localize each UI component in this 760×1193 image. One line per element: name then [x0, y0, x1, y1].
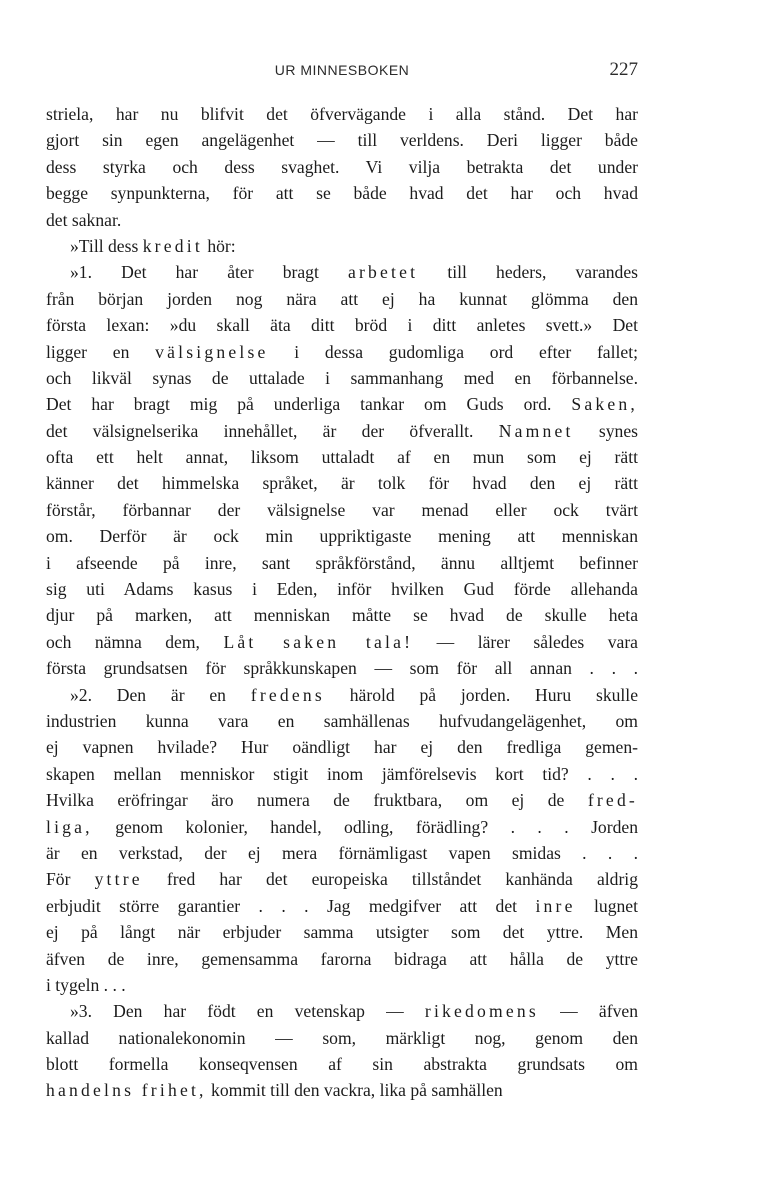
text-line — [46, 101, 638, 127]
text-segment: synes — [573, 420, 639, 441]
text-line — [46, 998, 638, 1024]
text-line — [46, 866, 638, 892]
text-segment: sig uti Adams kasus i Eden, inför hvilken Gud förde allehanda — [46, 579, 638, 600]
running-head-title: UR MINNESBOKEN — [274, 62, 410, 78]
text-line — [46, 840, 638, 866]
text-segment: i tygeln . . . — [46, 974, 126, 995]
spaced-emphasis: Saken, — [571, 394, 638, 415]
text-line — [46, 550, 638, 576]
text-line — [46, 1051, 638, 1077]
text-line — [46, 339, 638, 365]
text-segment: är en verkstad, der ej mera förnämligast vapen smidas . . . — [46, 842, 638, 863]
text-segment: ej på långt när erbjuder samma utsigter som det yttre. Men — [46, 922, 638, 943]
text-segment: äfven de inre, gemensamma farorna bidraga att hålla de yttre — [46, 948, 638, 969]
text-segment: fred har det europeiska tillståndet kanhända aldrig — [142, 869, 638, 890]
text-line — [46, 734, 638, 760]
text-line — [46, 444, 638, 470]
text-segment: genom kolonier, handel, odling, förädling? . . . Jorden — [92, 816, 638, 837]
text-line — [46, 682, 638, 708]
text-segment: »2. Den är en — [70, 684, 251, 705]
text-segment: känner det himmelska språket, är tolk för hvad den ej rätt — [46, 473, 638, 494]
text-line — [46, 1025, 638, 1051]
text-line — [46, 154, 638, 180]
text-line — [46, 470, 638, 496]
text-segment: djur på marken, att menniskan måtte se hvad de skulle heta — [46, 605, 638, 626]
text-segment: i dessa gudomliga ord efter fallet; — [268, 341, 638, 362]
text-line — [46, 946, 638, 972]
text-segment: hör: — [202, 235, 236, 256]
text-line — [46, 207, 638, 233]
text-segment: kommit till den vackra, lika på samhällen — [206, 1080, 503, 1101]
text-line — [46, 814, 638, 840]
text-line — [46, 259, 638, 285]
text-segment: gjort sin egen angelägenhet — till verldens. Deri ligger både — [46, 130, 638, 151]
spaced-emphasis: Namnet — [498, 420, 574, 441]
running-head — [46, 59, 638, 82]
body-text — [46, 101, 638, 1104]
text-segment: — äfven — [538, 1001, 638, 1022]
text-line — [46, 602, 638, 628]
text-segment: förstår, förbannar der välsignelse var menad eller ock tvärt — [46, 499, 638, 520]
text-line — [46, 576, 638, 602]
text-line — [46, 972, 638, 998]
text-line — [46, 523, 638, 549]
text-segment: det saknar. — [46, 209, 122, 230]
text-line — [46, 418, 638, 444]
spaced-emphasis: kredit — [142, 235, 203, 256]
spaced-emphasis: inre — [535, 895, 576, 916]
text-line — [46, 1077, 638, 1103]
text-segment: erbjudit större garantier . . . Jag medgifver att det — [46, 895, 536, 916]
text-line — [46, 629, 638, 655]
text-line — [46, 127, 638, 153]
text-segment: från början jorden nog nära att ej ha kunnat glömma den — [46, 288, 638, 309]
text-line — [46, 312, 638, 338]
text-segment: Hvilka eröfringar äro numera de fruktbara, om ej de — [46, 790, 588, 811]
text-segment: kallad nationalekonomin — som, märkligt nog, genom den — [46, 1027, 638, 1048]
text-segment: »Till dess — [70, 235, 143, 256]
text-line — [46, 365, 638, 391]
text-segment: begge synpunkterna, för att se både hvad det har och hvad — [46, 183, 638, 204]
text-segment: dess styrka och dess svaghet. Vi vilja betrakta det under — [46, 156, 638, 177]
text-line — [46, 180, 638, 206]
text-line — [46, 391, 638, 417]
text-line — [46, 761, 638, 787]
text-segment: ej vapnen hvilade? Hur oändligt har ej den fredliga gemen- — [46, 737, 638, 758]
text-line — [46, 286, 638, 312]
text-line — [46, 787, 638, 813]
text-line — [46, 655, 638, 681]
text-segment: i afseende på inre, sant språkförstånd, ännu alltjemt befinner — [46, 552, 638, 573]
text-segment: första grundsatsen för språkkunskapen — som för all annan . . . — [46, 658, 638, 679]
text-segment: första lexan: »du skall äta ditt bröd i ditt anletes svett.» Det — [46, 315, 638, 336]
spaced-emphasis: Låt saken tala! — [223, 631, 414, 652]
spaced-emphasis: handelns frihet, — [46, 1080, 207, 1101]
spaced-emphasis: arbetet — [347, 262, 419, 283]
text-segment: »1. Det har åter bragt — [70, 262, 348, 283]
text-line — [46, 233, 638, 259]
spaced-emphasis: rikedomens — [424, 1001, 539, 1022]
text-segment: — lärer således vara — [413, 631, 638, 652]
text-segment: striela, har nu blifvit det öfvervägande i alla stånd. Det har — [46, 104, 638, 124]
text-segment: industrien kunna vara en samhällenas hufvudangelägenhet, om — [46, 710, 638, 731]
spaced-emphasis: yttre — [94, 869, 143, 890]
text-segment: om. Derför är ock min uppriktigaste mening att menniskan — [46, 526, 638, 547]
text-segment: Det har bragt mig på underliga tankar om Guds ord. — [46, 394, 572, 415]
text-segment: och nämna dem, — [46, 631, 224, 652]
text-segment: skapen mellan menniskor stigit inom jämförelsevis kort tid? . . . — [46, 763, 638, 784]
spaced-emphasis: liga, — [46, 816, 93, 837]
page-number: 227 — [609, 59, 638, 80]
spaced-emphasis: välsignelse — [155, 341, 269, 362]
text-segment: och likväl synas de uttalade i sammanhang med en förbannelse. — [46, 367, 638, 388]
text-segment: ofta ett helt annat, liksom uttaladt af en mun som ej rätt — [46, 447, 638, 468]
text-segment: till heders, varandes — [418, 262, 638, 283]
text-segment: det välsignelserika innehållet, är der öfverallt. — [46, 420, 499, 441]
text-line — [46, 708, 638, 734]
text-segment: »3. Den har födt en vetenskap — — [70, 1001, 425, 1022]
text-line — [46, 497, 638, 523]
text-segment: blott formella konseqvensen af sin abstrakta grundsats om — [46, 1054, 638, 1075]
text-line — [46, 893, 638, 919]
spaced-emphasis: fredens — [250, 684, 325, 705]
text-line — [46, 919, 638, 945]
text-segment: lugnet — [575, 895, 638, 916]
text-segment: härold på jorden. Huru skulle — [324, 684, 639, 705]
text-segment: För — [46, 869, 95, 890]
spaced-emphasis: fred- — [587, 790, 638, 811]
text-segment: ligger en — [46, 341, 156, 362]
